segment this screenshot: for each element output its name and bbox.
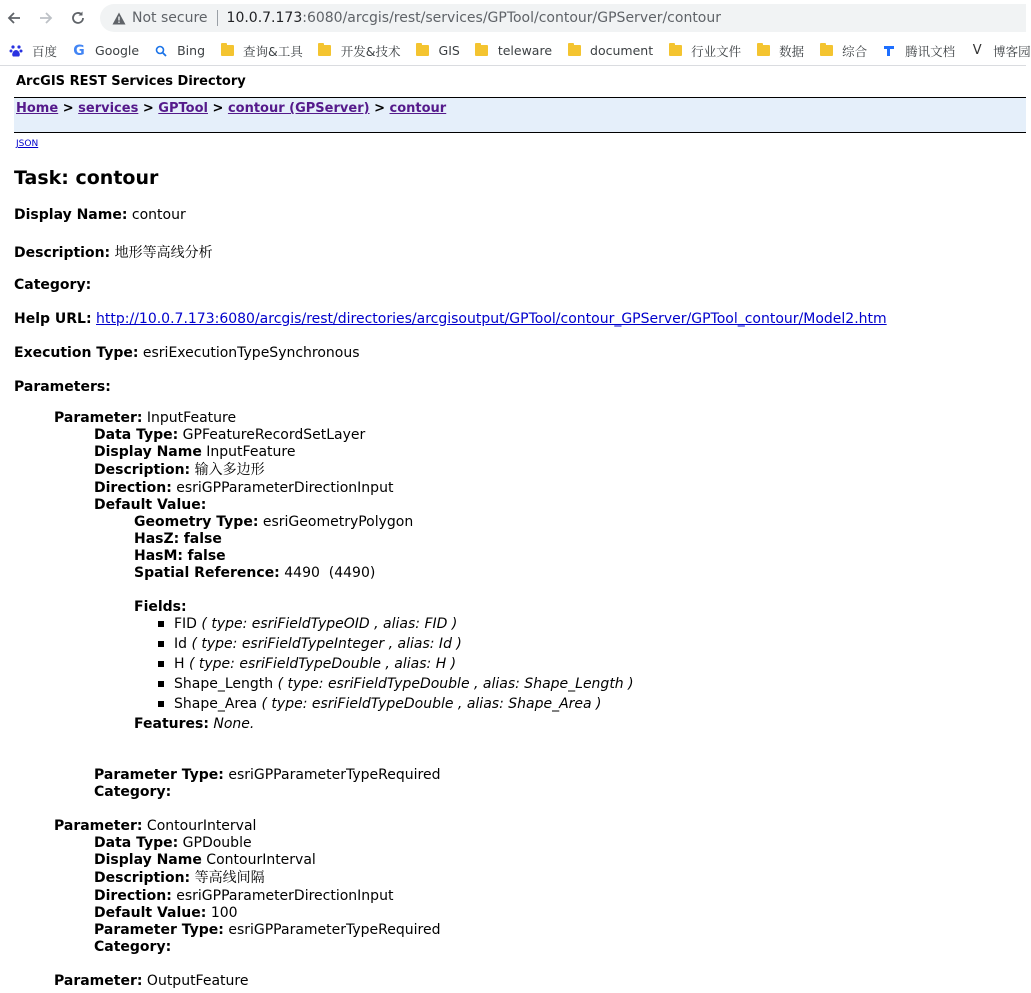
folder-icon bbox=[317, 43, 333, 59]
bookmark-folder[interactable]: document bbox=[566, 43, 653, 59]
bookmark-bing[interactable]: Bing bbox=[153, 43, 205, 59]
data-type-row: Data Type: GPFeatureRecordSetLayer bbox=[94, 427, 366, 443]
folder-icon bbox=[415, 43, 431, 59]
direction-row: Direction: esriGPParameterDirectionInput bbox=[94, 888, 394, 904]
back-button[interactable] bbox=[2, 6, 26, 30]
display-name-row: Display Name: contour bbox=[14, 207, 186, 223]
divider bbox=[217, 10, 218, 26]
category-row: Category: bbox=[94, 784, 172, 800]
tencent-docs-icon bbox=[881, 43, 897, 59]
breadcrumb-home[interactable]: Home bbox=[16, 101, 59, 116]
folder-icon bbox=[818, 43, 834, 59]
breadcrumb: Home > services > GPTool > contour (GPServer) > contour bbox=[14, 97, 1026, 133]
features-row: Features: None. bbox=[134, 716, 255, 732]
execution-type-row: Execution Type: esriExecutionTypeSynchronous bbox=[14, 345, 360, 361]
bookmark-baidu[interactable]: 百度 bbox=[8, 42, 57, 60]
address-bar[interactable] bbox=[100, 4, 1026, 32]
folder-icon bbox=[566, 43, 582, 59]
bookmark-google[interactable]: G Google bbox=[71, 43, 139, 59]
fields-heading: Fields: bbox=[134, 599, 187, 615]
help-url-row: Help URL: http://10.0.7.173:6080/arcgis/rest/directories/arcgisoutput/GPTool/contour_GPServer/GPTool_contour/Model2.htm bbox=[14, 311, 887, 327]
list-item: Id ( type: esriFieldTypeInteger , alias: Id ) bbox=[158, 634, 634, 654]
directory-title: ArcGIS REST Services Directory bbox=[16, 74, 246, 89]
breadcrumb-gptool[interactable]: GPTool bbox=[158, 101, 208, 116]
fields-list bbox=[158, 614, 634, 714]
spatial-reference-row: Spatial Reference: 4490 (4490) bbox=[134, 565, 376, 581]
parameter-name: Parameter: ContourInterval bbox=[54, 818, 257, 834]
parameter-name: Parameter: InputFeature bbox=[54, 410, 237, 426]
data-type-row: Data Type: GPDouble bbox=[94, 835, 252, 851]
hasm-row: HasM: false bbox=[134, 548, 226, 564]
bookmark-folder[interactable]: 查询&工具 bbox=[219, 42, 303, 60]
baidu-paw-icon bbox=[8, 43, 24, 59]
url-text[interactable]: 10.0.7.173:6080/arcgis/rest/services/GPTool/contour/GPServer/contour bbox=[226, 10, 722, 26]
folder-icon bbox=[219, 43, 235, 59]
json-link[interactable]: JSON bbox=[16, 139, 39, 149]
bookmarks-bar bbox=[0, 36, 1031, 66]
list-item: Shape_Area ( type: esriFieldTypeDouble , alias: Shape_Area ) bbox=[158, 694, 634, 714]
bookmark-folder[interactable]: GIS bbox=[415, 43, 460, 59]
bookmark-tencent-docs[interactable]: 腾讯文档 bbox=[881, 42, 955, 60]
breadcrumb-gpserver[interactable]: contour (GPServer) bbox=[227, 101, 370, 116]
bookmark-folder[interactable]: 数据 bbox=[755, 42, 804, 60]
category-row: Category: bbox=[14, 277, 92, 293]
arrow-right-icon bbox=[38, 10, 54, 26]
browser-toolbar bbox=[0, 0, 1026, 36]
hasz-row: HasZ: false bbox=[134, 531, 222, 547]
security-status[interactable]: Not secure bbox=[132, 10, 208, 26]
description-row: Description: 输入多边形 bbox=[94, 462, 265, 478]
forward-button[interactable] bbox=[34, 6, 58, 30]
reload-icon bbox=[70, 10, 86, 26]
reload-button[interactable] bbox=[66, 6, 90, 30]
list-item: Shape_Length ( type: esriFieldTypeDouble , alias: Shape_Length ) bbox=[158, 674, 634, 694]
parameters-heading: Parameters: bbox=[14, 379, 111, 395]
bookmark-folder[interactable]: 行业文件 bbox=[667, 42, 741, 60]
bookmark-folder[interactable]: teleware bbox=[474, 43, 552, 59]
bookmark-folder[interactable]: 开发&技术 bbox=[317, 42, 401, 60]
parameter-type-row: Parameter Type: esriGPParameterTypeRequired bbox=[94, 922, 441, 938]
google-icon: G bbox=[73, 42, 85, 59]
list-item: H ( type: esriFieldTypeDouble , alias: H ) bbox=[158, 654, 634, 674]
folder-icon bbox=[755, 43, 771, 59]
bookmark-cnblogs[interactable]: V 博客园 bbox=[969, 42, 1031, 60]
folder-icon bbox=[474, 43, 490, 59]
display-name-row: Display Name ContourInterval bbox=[94, 852, 316, 868]
category-row: Category: bbox=[94, 939, 172, 955]
direction-row: Direction: esriGPParameterDirectionInput bbox=[94, 480, 394, 496]
warning-icon bbox=[112, 12, 126, 25]
list-item: FID ( type: esriFieldTypeOID , alias: FID ) bbox=[158, 614, 634, 634]
cnblogs-icon: V bbox=[972, 43, 982, 58]
help-url-link[interactable]: http://10.0.7.173:6080/arcgis/rest/directories/arcgisoutput/GPTool/contour_GPServer/GPTool_contour/Model2.htm bbox=[96, 311, 887, 327]
description-row: Description: 地形等高线分析 bbox=[14, 245, 213, 261]
parameter-type-row: Parameter Type: esriGPParameterTypeRequired bbox=[94, 767, 441, 783]
geometry-type-row: Geometry Type: esriGeometryPolygon bbox=[134, 514, 414, 530]
page-title: Task: contour bbox=[14, 167, 159, 189]
breadcrumb-task[interactable]: contour bbox=[389, 101, 447, 116]
description-row: Description: 等高线间隔 bbox=[94, 870, 265, 886]
arrow-left-icon bbox=[6, 10, 22, 26]
breadcrumb-services[interactable]: services bbox=[78, 101, 139, 116]
default-value-row: Default Value: 100 bbox=[94, 905, 238, 921]
search-icon bbox=[153, 43, 169, 59]
display-name-row: Display Name InputFeature bbox=[94, 444, 296, 460]
bookmark-folder[interactable]: 综合 bbox=[818, 42, 867, 60]
folder-icon bbox=[667, 43, 683, 59]
default-value-row: Default Value: bbox=[94, 497, 207, 513]
page-content bbox=[0, 66, 1026, 993]
parameter-name: Parameter: OutputFeature bbox=[54, 973, 249, 989]
